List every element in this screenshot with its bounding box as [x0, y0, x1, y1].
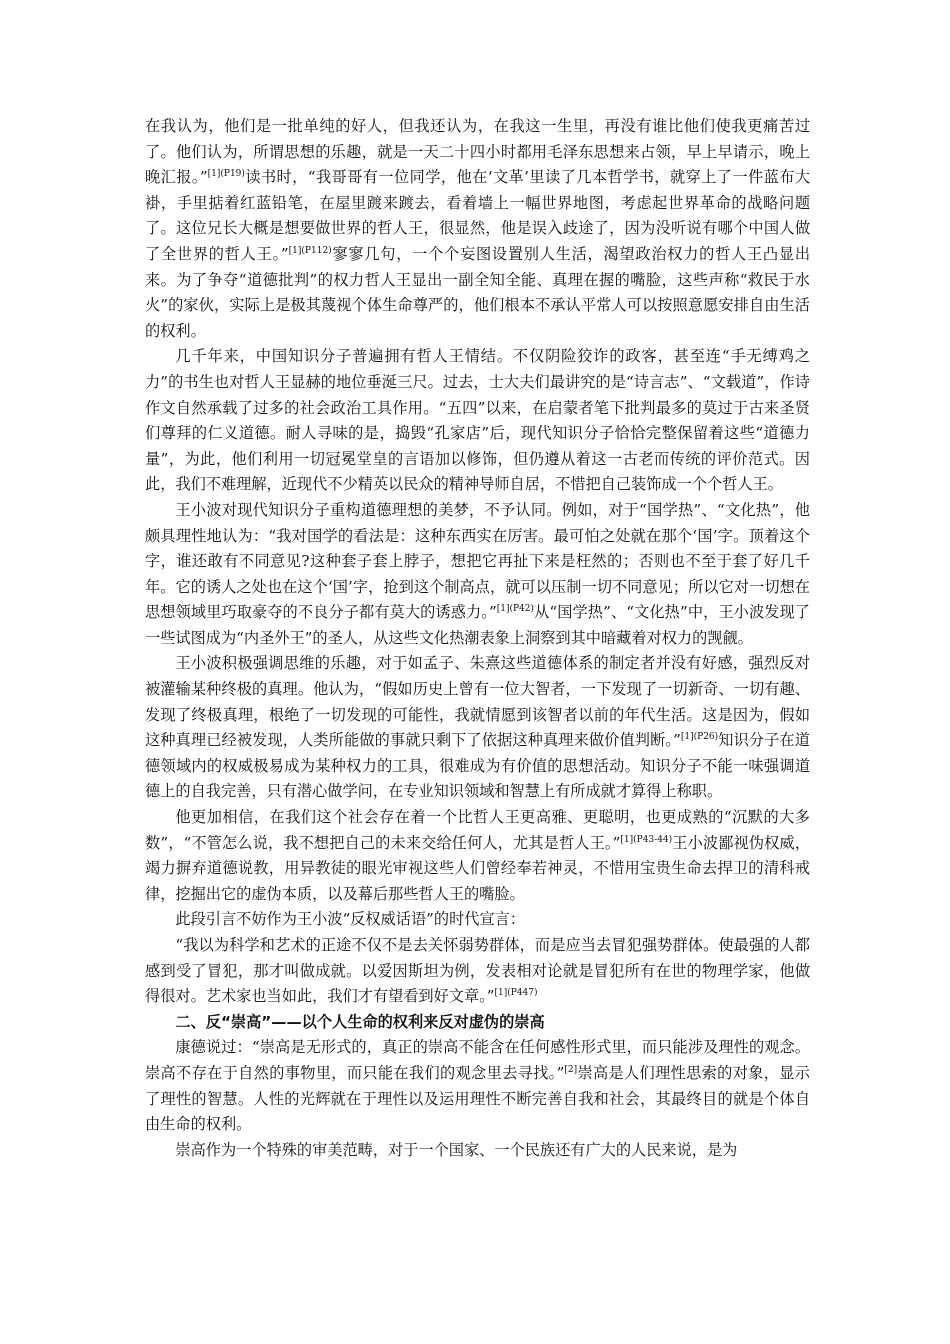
document-page	[145, 114, 810, 1163]
citation-ref: [1](P42)	[496, 604, 534, 615]
text-run: 此段引言不妨作为王小波“反权威话语”的时代宣言：	[175, 910, 526, 929]
paragraph-4	[145, 651, 810, 805]
paragraph-1	[145, 114, 810, 344]
text-run: 寥寥几句，一个个妄图设置别人生活，渴望政治权力的哲人王凸显出来。为了争夺“道德批判”的权力哲人王显出一副全知全能、真理在握的嘴脸，这些声称“救民于水火”的家伙，实际上是极其蔑视个体生命尊严的，他们根本不承认平常人可以按照意愿安排自由生活的权利。	[145, 244, 811, 340]
text-run: 王小波鄙视伪权威，竭力摒弃道德说教，用异教徒的眼光审视这些人们曾经奉若神灵，不惜用宝贵生命去捍卫的清科戒律，挖掘出它的虚伪本质，以及幕后那些哲人王的嘴脸。	[145, 833, 811, 903]
text-run: 在我认为，他们是一批单纯的好人，但我还认为，在我这一生里，再没有谁比他们使我更痛苦过了。他们认为，所谓思想的乐趣，就是一天二十四小时都用毛泽东思想来占领，早上早请示，晚上晚汇报。”	[145, 117, 810, 187]
paragraph-5	[145, 805, 810, 907]
text-run: 几千年来，中国知识分子普遍拥有哲人王情结。不仅阴险狡诈的政客，甚至连“手无缚鸡之力”的书生也对哲人王显赫的地位垂涎三尺。过去，士大夫们最讲究的是“诗言志”、“文载道”，作诗作文自然承载了过多的社会政治工具作用。“五四”以来，在启蒙者笔下批判最多的莫过于古来圣贤们尊拜的仁义道德。耐人寻味的是，捣毁“孔家店”后，现代知识分子恰恰完整保留着这些“道德力量”，为此，他们利用一切冠冕堂皇的言语加以修饰，但仍遵从着这一古老而传统的评价范式。因此，我们不难理解，近现代不少精英以民众的精神导师自居，不惜把自己装饰成一个个哲人王。	[145, 347, 810, 494]
section-heading	[145, 1010, 810, 1036]
text-run: 王小波对现代知识分子重构道德理想的美梦，不予认同。例如，对于“国学热”、“文化热”，他颇具理性地认为：“我对国学的看法是：这种东西实在厉害。最可怕之处就在那个‘国’字。顶着这个字，谁还敢有不同意见?这种套子套上脖子，想把它再扯下来是枉然的；否则也不至于套了好几千年。它的诱人之处也在这个‘国’字，抢到这个制高点，就可以压制一切不同意见；所以它对一切想在思想领域里巧取豪夺的不良分子都有莫大的诱惑力。”	[145, 500, 810, 622]
text-run: 从“国学热”、“文化热”中，王小波发现了一些试图成为“内圣外王”的圣人，从这些文化热潮表象上洞察到其中暗藏着对权力的觊觎。	[145, 603, 810, 647]
citation-ref: [1](P43-44)	[620, 834, 673, 845]
text-run: 王小波积极强调思维的乐趣，对于如孟子、朱熹这些道德体系的制定者并没有好感，强烈反对被灌输某种终极的真理。他认为，“假如历史上曾有一位大智者，一下发现了一切新奇、一切有趣、发现了终极真理，根绝了一切发现的可能性，我就情愿到该智者以前的年代生活。这是因为，假如这种真理已经被发现，人类所能做的事就只剩下了依据这种真理来做价值判断。”	[145, 654, 810, 750]
text-run: 崇高作为一个特殊的审美范畴，对于一个国家、一个民族还有广大的人民来说，是为	[175, 1140, 738, 1159]
text-run: “我以为科学和艺术的正途不仅不是去关怀弱势群体，而是应当去冒犯强势群体。使最强的人都感到受了冒犯，那才叫做成就。以爱因斯坦为例，发表相对论就是冒犯所有在世的物理学家，他做得很对。艺术家也当如此，我们才有望看到好文章。”	[145, 936, 810, 1006]
paragraph-3	[145, 498, 810, 652]
text-run: 知识分子在道德领域内的权威极易成为某种权力的工具，很难成为有价值的思想活动。知识分子不能一味强调道德上的自我完善，只有潜心做学问，在专业知识领域和智慧上有所成就才算得上称职。	[145, 731, 810, 801]
citation-ref: [1](P112)	[288, 245, 332, 256]
paragraph-2	[145, 344, 810, 498]
citation-ref: [1](P26)	[680, 732, 719, 743]
paragraph-8	[145, 1035, 810, 1137]
citation-ref: [1](P19)	[207, 169, 245, 180]
citation-ref: [2]	[564, 1064, 578, 1075]
heading-text: 二、反“崇高”——以个人生命的权利来反对虚伪的崇高	[175, 1012, 545, 1031]
paragraph-6	[145, 907, 810, 933]
text-run: 他更加相信，在我们这个社会存在着一个比哲人王更高雅、更聪明，也更成熟的“沉默的大多数”，“不管怎么说，我不想把自己的未来交给任何人，尤其是哲人王。”	[145, 808, 810, 852]
citation-ref: [1](P447)	[494, 988, 538, 999]
quotation-paragraph	[145, 933, 810, 1010]
paragraph-9	[145, 1138, 810, 1164]
text-run: 读书时，“我哥哥有一位同学，他在‘文革’里读了几本哲学书，就穿上了一件蓝布大褂，手里掂着红蓝铅笔，在屋里踱来踱去，看着墙上一幅世界地图，考虑起世界革命的战略问题了。这位兄长大概是想要做世界的哲人王，很显然，他是误入歧途了，因为没听说有哪个中国人做了全世界的哲人王。”	[145, 168, 811, 263]
text-run: 康德说过：“崇高是无形式的，真正的崇高不能含在任何感性形式里，而只能涉及理性的观念。崇高不存在于自然的事物里，而只能在我们的观念里去寻找。”	[145, 1038, 810, 1082]
text-run: 崇高是人们理性思索的对象，显示了理性的智慧。人性的光辉就在于理性以及运用理性不断完善自我和社会，其最终目的就是个体自由生命的权利。	[145, 1063, 810, 1134]
